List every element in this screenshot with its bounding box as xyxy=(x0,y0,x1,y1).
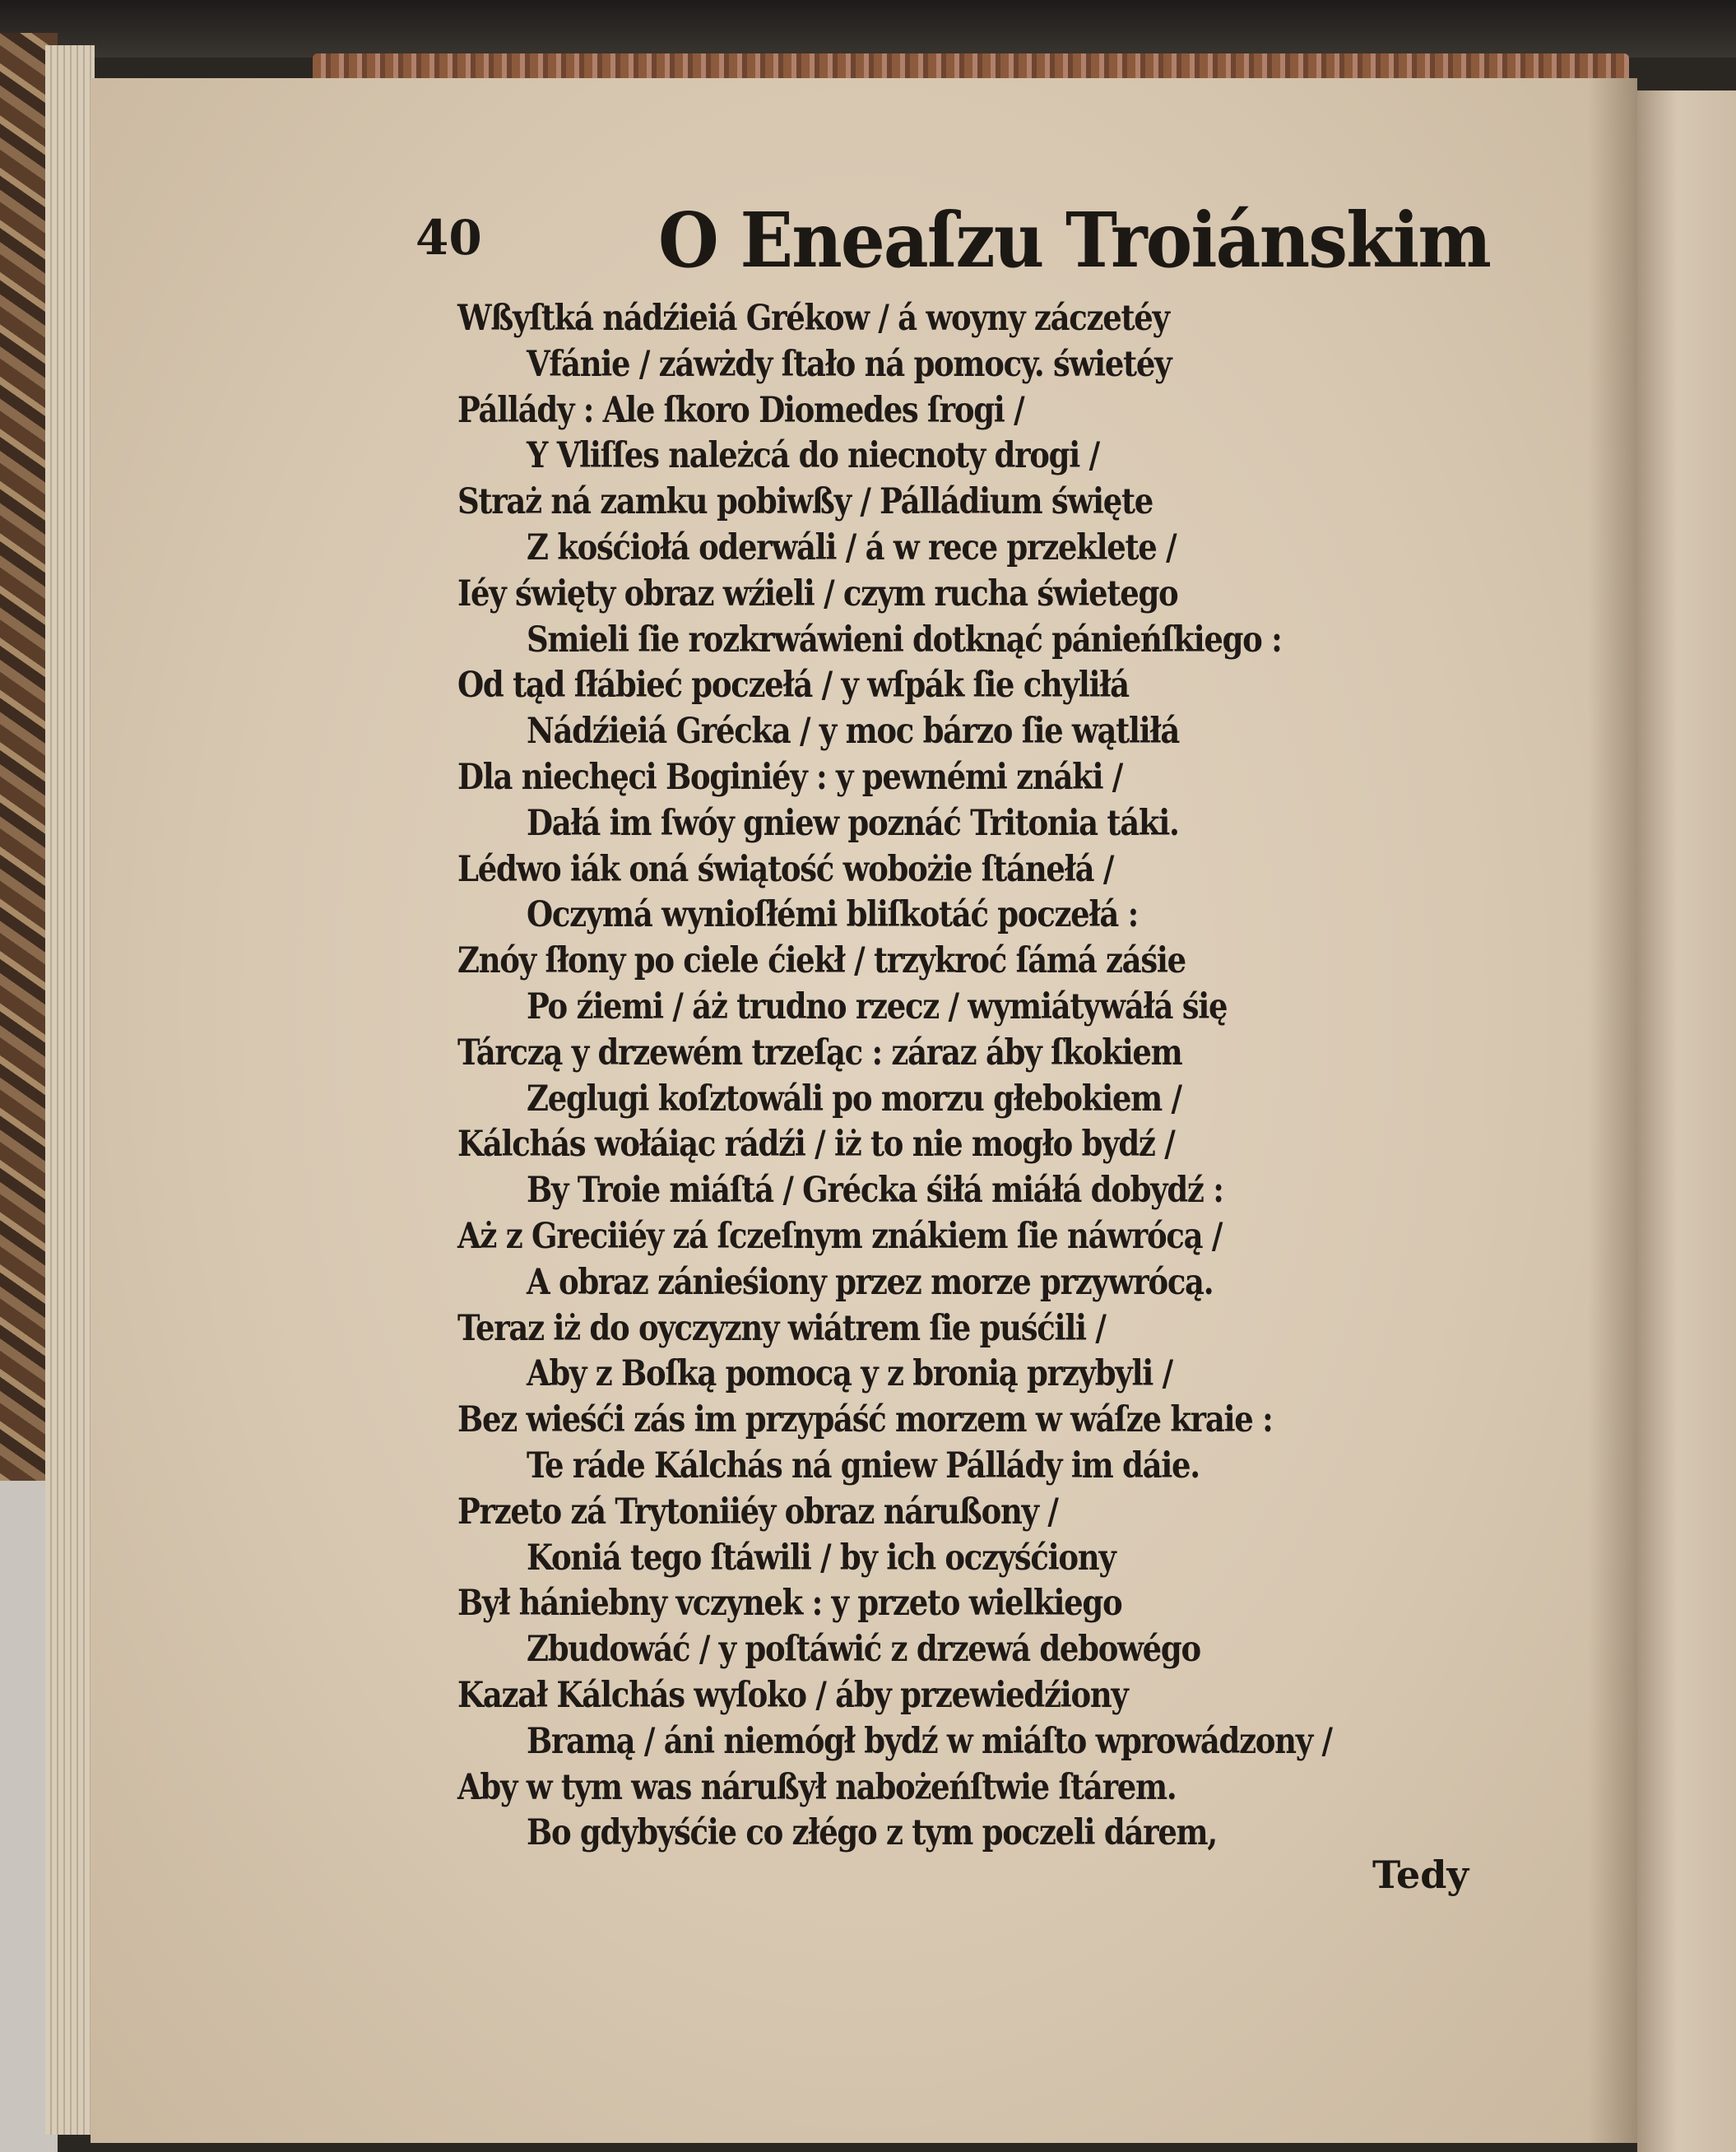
background-top xyxy=(0,0,1736,58)
verse-line: Znóy ſłony po ciele ćiekł / trzykroć ſámá záśie xyxy=(457,940,1186,982)
verse-line: Kálchás wołáiąc rádźi / iż to nie mogło bydź / xyxy=(457,1124,1175,1166)
verse-line: Aby z Boſką pomocą y z bronią przybyli / xyxy=(527,1353,1172,1395)
verse-line: Bramą / áni niemógł bydź w miáſto wprowádzony / xyxy=(527,1720,1332,1762)
verse-line: Straż ná zamku pobiwßy / Pálládium święte xyxy=(457,481,1153,523)
verse-line: Lédwo iák oná świątość wobożie ſtánełá / xyxy=(457,848,1114,890)
verse-line: Po źiemi / áż trudno rzecz / wymiátywáłá śię xyxy=(527,986,1228,1027)
catchword: Tedy xyxy=(1372,1853,1469,1897)
page-edges xyxy=(45,45,95,2135)
verse-line: Y Vliſſes należcá do niecnoty drogi / xyxy=(527,435,1099,477)
verse-line: Bez wieśći zás im przypáść morzem w wáſze kraie : xyxy=(457,1399,1273,1441)
verse-line: Iéy święty obraz wźieli / czym rucha świetego xyxy=(457,573,1178,615)
verse-line: Wßyſtká nádźieiá Grékow / á woyny záczetéy xyxy=(457,298,1169,339)
verse-line: By Troie miáſtá / Grécka śiłá miáłá dobydź : xyxy=(527,1170,1223,1212)
verse-line: Dałá im ſwóy gniew poznáć Tritonia táki. xyxy=(527,802,1179,844)
verse-line: Przeto zá Trytoniiéy obraz nárußony / xyxy=(457,1491,1058,1533)
verse-line: Smieli ſie rozkrwáwieni dotknąć pánieńſkiego : xyxy=(527,619,1282,661)
verse-line: Od tąd ſłábieć poczełá / y wſpák ſie chyliłá xyxy=(457,665,1129,707)
verse-line: Aby w tym was nárußył nabożeńſtwie ſtárem. xyxy=(457,1766,1177,1808)
verse-line: Aż z Greciiéy zá ſczeſnym znákiem ſie náwrócą / xyxy=(457,1216,1223,1257)
verse-line: Nádźieiá Grécka / y moc bárzo ſie wątliłá xyxy=(527,711,1180,753)
running-title: O Eneaſzu Troiánskim xyxy=(658,196,1491,285)
verse-line: Koniá tego ſtáwili / by ich oczyśćiony xyxy=(527,1537,1116,1579)
verse-line: Zeglugi koſztowáli po morzu głebokiem / xyxy=(527,1078,1181,1120)
verse-line: Zbudowáć / y poſtáwić z drzewá debowégo xyxy=(527,1629,1200,1671)
verse-line: Z kośćiołá oderwáli / á w rece przeklete / xyxy=(527,527,1177,568)
verse-line: Tárczą y drzewém trzeſąc : záraz áby ſkokiem xyxy=(457,1032,1182,1074)
verse-line: A obraz zánieśiony przez morze przywrócą. xyxy=(527,1261,1214,1303)
verse-line: Bo gdybyśćie co złégo z tym poczeli dárem, xyxy=(527,1812,1217,1854)
verse-line: Te ráde Kálchás ná gniew Pállády im dáie. xyxy=(527,1445,1200,1486)
verse-line: Pállády : Ale ſkoro Diomedes ſrogi / xyxy=(457,389,1024,431)
gutter-shadow xyxy=(1588,78,1637,2143)
facing-page-edge xyxy=(1637,90,1736,2152)
verse-line: Dla niechęci Boginiéy : y pewnémi znáki / xyxy=(457,757,1123,798)
verse-line: Kazał Kálchás wyſoko / áby przewiedźiony xyxy=(457,1675,1128,1716)
verse-line: Teraz iż do oyczyzny wiátrem ſie puśćili / xyxy=(457,1307,1106,1349)
verse-line: Był hániebny vczynek : y przeto wielkiego xyxy=(457,1583,1122,1625)
verse-line: Oczymá wynioſłémi bliſkotáć poczełá : xyxy=(527,894,1138,936)
verse-line: Vfánie / záwżdy ſtało ná pomocy. świetéy xyxy=(527,343,1172,385)
page-number: 40 xyxy=(415,210,482,266)
